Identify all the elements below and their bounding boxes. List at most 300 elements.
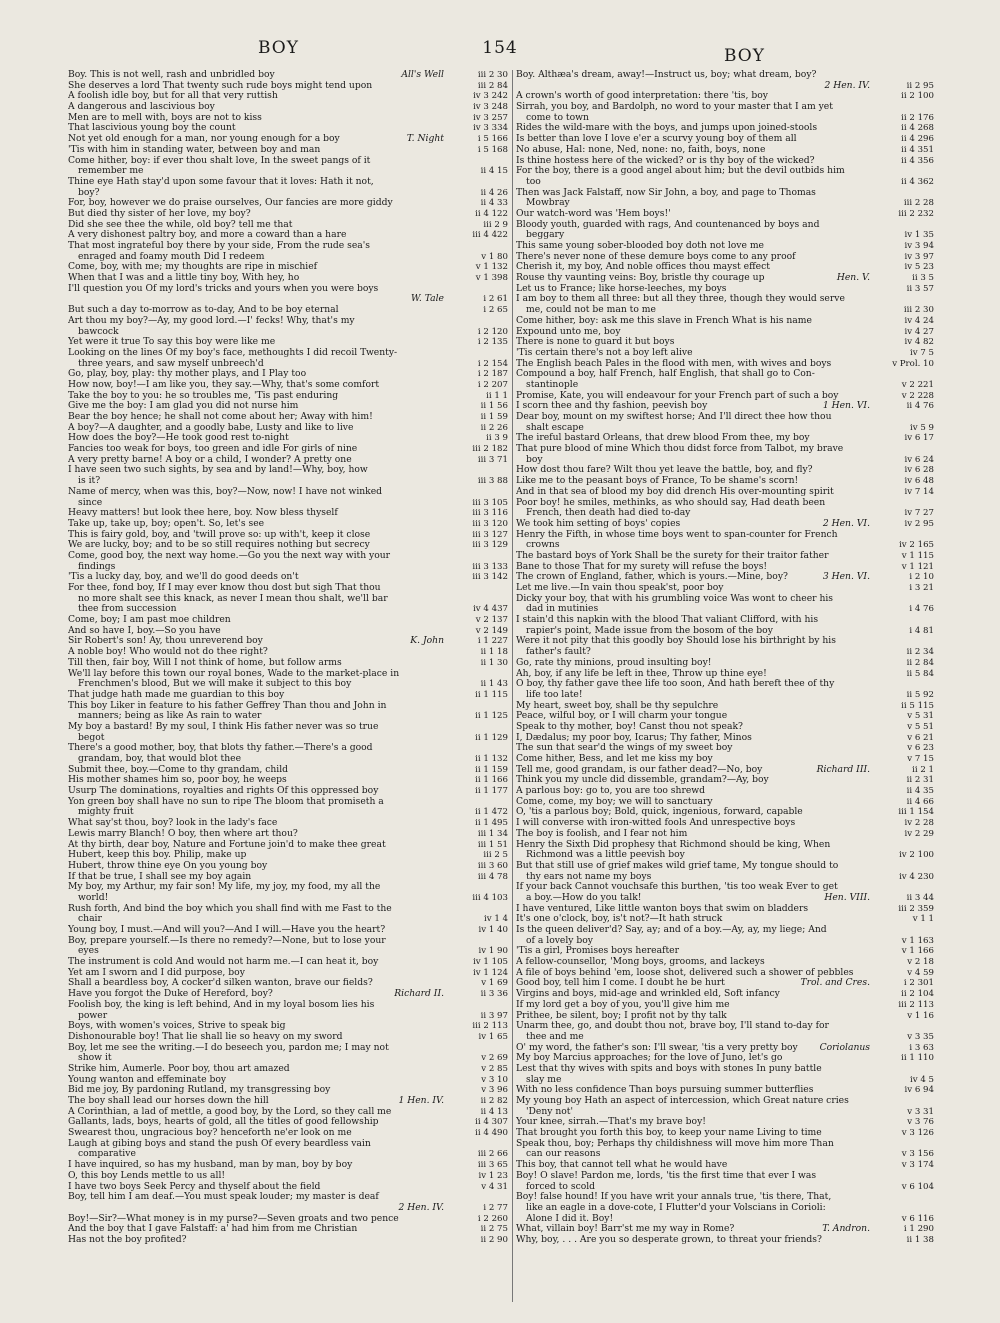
quotation-text: Take the boy to you: he so troubles me, 'Tis past enduring	[68, 390, 339, 401]
act-scene-line-ref: iii 3 116	[472, 508, 508, 519]
concordance-entry	[68, 1139, 508, 1150]
concordance-entry	[68, 508, 508, 519]
concordance-entry	[516, 1085, 934, 1096]
quotation-text: Young wanton and effeminate boy	[68, 1074, 227, 1085]
quotation-text: If that be true, I shall see my boy again	[68, 871, 252, 882]
concordance-entry	[516, 946, 934, 957]
quotation-text: Prithee, be silent, boy; I profit not by thy talk	[516, 1010, 727, 1021]
concordance-entry	[68, 1214, 508, 1225]
act-scene-line-ref: iv 6 24	[904, 454, 934, 465]
act-scene-line-ref: ii 1 56	[480, 401, 508, 412]
act-scene-line-ref: ii 3 44	[906, 892, 934, 903]
concordance-entry	[516, 230, 934, 241]
concordance-entry	[516, 1075, 934, 1086]
act-scene-line-ref: iv 5 9	[909, 422, 934, 433]
act-scene-line-ref: iv 2 165	[899, 540, 934, 551]
concordance-entry	[68, 936, 508, 947]
act-scene-line-ref: iv 4 230	[899, 871, 934, 882]
concordance-entry	[516, 786, 934, 797]
act-scene-line-ref: i 2 301	[903, 978, 934, 989]
concordance-entry	[516, 775, 934, 786]
act-scene-line-ref: i 1 290	[903, 1224, 934, 1235]
quotation-text: boy	[526, 454, 543, 465]
quotation-text: dad in mutinies	[526, 604, 599, 615]
quotation-text: Dicky your boy, that with his grumbling voice Was wont to cheer his	[516, 593, 834, 604]
quotation-text: Think you my uncle did dissemble, grandam?—Ay, boy	[516, 775, 769, 786]
concordance-entry	[516, 914, 934, 925]
act-scene-line-ref: ii 1 159	[475, 764, 508, 775]
act-scene-line-ref: iv 1 4	[483, 914, 508, 925]
act-scene-line-ref: iii 3 133	[472, 561, 508, 572]
concordance-entry	[68, 519, 508, 530]
act-scene-line-ref: iii 3 142	[472, 572, 508, 583]
act-scene-line-ref: iii 1 51	[477, 839, 508, 850]
concordance-entry	[516, 626, 934, 637]
quotation-text: three years, and saw myself unbreech'd	[78, 358, 264, 369]
concordance-entry	[516, 284, 934, 295]
concordance-entry	[516, 1043, 934, 1054]
concordance-entry	[68, 1064, 508, 1075]
play-title: K. John	[407, 636, 444, 647]
concordance-entry	[516, 904, 934, 915]
act-scene-line-ref: iii 2 9	[483, 219, 508, 230]
concordance-entry	[516, 476, 934, 487]
concordance-entry	[516, 241, 934, 252]
concordance-entry	[516, 1235, 934, 1246]
column-divider	[512, 70, 513, 1302]
concordance-entry	[516, 113, 934, 124]
concordance-entry	[68, 604, 508, 615]
act-scene-line-ref: ii 2 176	[901, 112, 934, 123]
quotation-text: thy ears not name my boys	[526, 871, 652, 882]
quotation-text: For the boy, there is a good angel about him; but the devil outbids him	[516, 166, 845, 177]
act-scene-line-ref: v 1 1	[912, 914, 934, 925]
act-scene-line-ref: ii 1 110	[901, 1053, 934, 1064]
act-scene-line-ref: iv 1 40	[478, 925, 508, 935]
act-scene-line-ref: i 1 227	[477, 636, 508, 647]
concordance-entry	[516, 1214, 934, 1225]
act-scene-line-ref: ii 3 5	[912, 273, 934, 284]
act-scene-line-ref: i 2 207	[477, 379, 508, 390]
concordance-entry	[516, 957, 934, 968]
quotation-text: Come hither, boy: ask me this slave in French What is his name	[516, 315, 812, 326]
concordance-entry	[68, 754, 508, 765]
act-scene-line-ref: iii 4 103	[472, 892, 508, 903]
concordance-entry	[68, 412, 508, 423]
act-scene-line-ref: ii 1 43	[480, 679, 508, 690]
concordance-entry	[68, 872, 508, 883]
quotation-text: We took him setting of boys' copies	[516, 518, 681, 529]
concordance-entry	[68, 1043, 508, 1054]
quotation-text: no more shalt see this knack, as never I mean thou shalt, we'll bar	[78, 593, 388, 604]
quotation-text: The sun that sear'd the wings of my sweet boy	[516, 743, 733, 754]
concordance-entry	[516, 70, 934, 81]
quotation-text: A crown's worth of good interpretation: there 'tis, boy	[516, 91, 768, 102]
concordance-entry	[516, 81, 934, 92]
quotation-text: It's one o'clock, boy, is't not?—It hath struck	[516, 914, 723, 925]
quotation-text: Come, come, my boy; we will to sanctuary	[516, 796, 713, 807]
concordance-entry	[516, 1021, 934, 1032]
act-scene-line-ref: v 1 398	[475, 273, 508, 284]
concordance-entry	[68, 690, 508, 701]
quotation-text: A boy?—A daughter, and a goodly babe, Lusty and like to live	[68, 422, 354, 433]
quotation-text: Why, boy, . . . Are you so desperate grown, to threat your friends?	[516, 1234, 822, 1245]
act-scene-line-ref: iii 2 66	[477, 1149, 508, 1160]
concordance-entry	[516, 262, 934, 273]
quotation-text: Let us to France; like horse-leeches, my boys	[516, 283, 727, 294]
quotation-text: For, boy, however we do praise ourselves, Our fancies are more giddy	[68, 198, 393, 209]
concordance-entry	[68, 647, 508, 658]
quotation-text: Go, play, boy, play: thy mother plays, and I Play too	[68, 369, 307, 380]
act-scene-line-ref: iv 3 257	[473, 112, 508, 123]
act-scene-line-ref: iii 1 154	[898, 807, 934, 818]
concordance-entry	[68, 209, 508, 220]
act-scene-line-ref: ii 4 296	[901, 134, 934, 145]
quotation-text: stantinople	[526, 379, 579, 390]
quotation-text: Come, boy, with me; my thoughts are ripe in mischief	[68, 262, 318, 273]
act-scene-line-ref: v 2 221	[901, 379, 934, 390]
act-scene-line-ref: v 1 132	[475, 262, 508, 273]
quotation-text: Come hither, boy: if ever thou shalt love, In the sweet pangs of it	[68, 155, 371, 166]
quotation-text: Like me to the peasant boys of France, To be shame's scorn!	[516, 476, 799, 487]
concordance-entry	[68, 198, 508, 209]
play-title: 2 Hen. IV.	[821, 81, 870, 92]
concordance-entry	[516, 872, 934, 883]
concordance-entry	[68, 81, 508, 92]
concordance-entry	[68, 369, 508, 380]
quotation-text: Cherish it, my boy, And noble offices thou mayst effect	[516, 262, 770, 273]
concordance-entry	[68, 1117, 508, 1128]
play-title: All's Well	[398, 70, 444, 81]
act-scene-line-ref: iii 2 182	[472, 444, 508, 455]
concordance-entry	[516, 722, 934, 733]
quotation-text: comparative	[78, 1149, 136, 1160]
quotation-text: Submit thee, boy.—Come to thy grandam, child	[68, 764, 289, 775]
concordance-entry	[68, 1224, 508, 1235]
quotation-text: That judge hath made me guardian to this boy	[68, 689, 285, 700]
act-scene-line-ref: v 6 23	[907, 743, 934, 754]
concordance-entry	[68, 423, 508, 434]
quotation-text: But that still use of grief makes wild grief tame, My tongue should to	[516, 860, 839, 871]
concordance-entry	[68, 1032, 508, 1043]
concordance-entry	[68, 1149, 508, 1160]
quotation-text: Is the queen deliver'd? Say, ay; and of a boy.—Ay, ay, my liege; And	[516, 925, 827, 935]
quotation-text: My boy Marcius approaches; for the love of Juno, let's go	[516, 1053, 783, 1064]
play-title: 2 Hen. IV.	[395, 1203, 444, 1214]
concordance-entry	[516, 647, 934, 658]
concordance-entry	[516, 978, 934, 989]
concordance-entry	[68, 1000, 508, 1011]
concordance-entry	[68, 134, 508, 145]
act-scene-line-ref: v 1 115	[901, 550, 934, 561]
concordance-entry	[516, 123, 934, 134]
concordance-entry	[68, 102, 508, 113]
quotation-text: Bid me joy, By pardoning Rutland, my transgressing boy	[68, 1085, 331, 1096]
quotation-text: findings	[78, 561, 116, 572]
concordance-entry	[516, 829, 934, 840]
concordance-entry	[516, 273, 934, 284]
quotation-text: Were it not pity that this goodly boy Should lose his birthright by his	[516, 636, 836, 647]
act-scene-line-ref: iii 3 88	[477, 476, 508, 487]
act-scene-line-ref: i 2 77	[483, 1202, 508, 1213]
quotation-text: But died thy sister of her love, my boy?	[68, 208, 251, 219]
concordance-entry	[516, 401, 934, 412]
quotation-text: Tell me, good grandam, is our father dead?—No, boy	[516, 764, 763, 775]
quotation-text: His mother shames him so, poor boy, he weeps	[68, 775, 287, 786]
quotation-text: I scorn thee and thy fashion, peevish boy	[516, 401, 708, 412]
quotation-text: A file of boys behind 'em, loose shot, delivered such a shower of pebbles	[516, 967, 854, 978]
act-scene-line-ref: iii 3 127	[472, 529, 508, 540]
act-scene-line-ref: ii 2 1	[912, 764, 934, 775]
act-scene-line-ref: ii 3 9	[486, 433, 508, 444]
concordance-entry	[68, 636, 508, 647]
act-scene-line-ref: iii 3 129	[472, 540, 508, 551]
concordance-entry	[516, 91, 934, 102]
act-scene-line-ref: iv 4 27	[904, 326, 934, 337]
quotation-text: This boy Liker in feature to his father Geffrey Than thou and John in	[68, 700, 387, 711]
act-scene-line-ref: ii 1 472	[475, 807, 508, 818]
concordance-entry	[516, 850, 934, 861]
concordance-entry	[68, 476, 508, 487]
play-title: 1 Hen. VI.	[820, 401, 870, 412]
concordance-entry	[516, 562, 934, 573]
concordance-entry	[516, 188, 934, 199]
quotation-text: I have ventured, Like little wanton boys that swim on bladders	[516, 903, 809, 914]
quotation-text: Have you forgot the Duke of Hereford, boy?	[68, 989, 273, 1000]
act-scene-line-ref: v 3 10	[481, 1074, 508, 1085]
quotation-text: can our reasons	[526, 1149, 601, 1160]
concordance-entry	[516, 412, 934, 423]
quotation-text: That brought you forth this boy, to keep your name Living to time	[516, 1128, 822, 1139]
quotation-text: 'Tis with him in standing water, between boy and man	[68, 144, 321, 155]
concordance-entry	[68, 743, 508, 754]
concordance-entry	[516, 615, 934, 626]
quotation-text: of a lovely boy	[526, 935, 593, 946]
play-title: Richard III.	[814, 765, 870, 776]
act-scene-line-ref: iv 1 35	[904, 230, 934, 241]
concordance-entry	[516, 861, 934, 872]
act-scene-line-ref: iv 7 5	[909, 347, 934, 358]
quotation-text: Mowbray	[526, 198, 570, 209]
quotation-text: My heart, sweet boy, shall be thy sepulchre	[516, 700, 719, 711]
quotation-text: Lewis marry Blanch! O boy, then where art thou?	[68, 828, 298, 839]
act-scene-line-ref: iv 1 65	[478, 1031, 508, 1042]
quotation-text: O boy, thy father gave thee life too soon, And hath bereft thee of thy	[516, 679, 835, 690]
quotation-text: Bear the boy hence; he shall not come about her; Away with him!	[68, 412, 373, 422]
quotation-text: I, Dædalus; my poor boy, Icarus; Thy father, Minos	[516, 732, 752, 743]
quotation-text: Boy, tell him I am deaf.—You must speak louder; my master is deaf	[68, 1192, 379, 1203]
act-scene-line-ref: iv 6 94	[904, 1085, 934, 1096]
concordance-entry	[68, 807, 508, 818]
act-scene-line-ref: v Prol. 10	[892, 358, 934, 369]
concordance-entry	[68, 123, 508, 134]
concordance-entry	[68, 733, 508, 744]
act-scene-line-ref: ii 4 356	[901, 155, 934, 166]
concordance-entry	[516, 636, 934, 647]
quotation-text: French, then death had died to-day	[526, 508, 691, 519]
act-scene-line-ref: iii 2 113	[898, 999, 934, 1010]
quotation-text: This is fairy gold, boy, and 'twill prove so: up with't, keep it close	[68, 529, 371, 540]
concordance-entry	[68, 1203, 508, 1214]
act-scene-line-ref: ii 2 26	[480, 422, 508, 433]
concordance-entry	[516, 690, 934, 701]
act-scene-line-ref: i 2 187	[477, 369, 508, 380]
concordance-entry	[516, 797, 934, 808]
quotation-text: Yet am I sworn and I did purpose, boy	[68, 967, 245, 978]
quotation-text: Unarm thee, go, and doubt thou not, brave boy, I'll stand to-day for	[516, 1021, 829, 1032]
concordance-entry	[68, 220, 508, 231]
act-scene-line-ref: v 6 104	[901, 1181, 934, 1192]
page-number: 154	[482, 38, 518, 58]
quotation-text: like an eagle in a dove-cote, I Flutter'd your Volscians in Corioli:	[526, 1202, 826, 1213]
concordance-entry	[516, 134, 934, 145]
act-scene-line-ref: ii 2 82	[480, 1096, 508, 1106]
concordance-entry	[516, 1149, 934, 1160]
act-scene-line-ref: ii 4 122	[475, 208, 508, 219]
quotation-text: At thy birth, dear boy, Nature and Fortune join'd to make thee great	[68, 839, 386, 850]
quotation-text: We are lucky, boy; and to be so still requires nothing but secrecy	[68, 540, 370, 551]
concordance-entry	[516, 327, 934, 338]
quotation-text: crowns	[526, 540, 560, 551]
quotation-text: come to town	[526, 112, 589, 123]
concordance-entry	[68, 241, 508, 252]
concordance-entry	[516, 455, 934, 466]
concordance-entry	[68, 572, 508, 583]
concordance-entry	[68, 177, 508, 188]
concordance-entry	[68, 989, 508, 1000]
concordance-entry	[68, 337, 508, 348]
act-scene-line-ref: iv 2 29	[904, 828, 934, 839]
quotation-text: father's fault?	[526, 647, 591, 658]
act-scene-line-ref: ii 4 76	[906, 401, 934, 412]
act-scene-line-ref: ii 4 66	[906, 796, 934, 807]
quotation-text: thee from succession	[78, 604, 177, 615]
quotation-text: manners; being as like As rain to water	[78, 711, 262, 722]
concordance-entry	[516, 658, 934, 669]
concordance-entry	[68, 711, 508, 722]
concordance-entry	[516, 936, 934, 947]
quotation-text: I have seen two such sights, by sea and by land!—Why, boy, how	[68, 465, 368, 476]
quotation-text: Gallants, lads, boys, hearts of gold, all the titles of good fellowship	[68, 1117, 379, 1128]
concordance-entry	[516, 220, 934, 231]
concordance-entry	[516, 166, 934, 177]
act-scene-line-ref: iii 2 30	[903, 305, 934, 316]
concordance-entry	[516, 487, 934, 498]
running-head-left: BOY	[258, 38, 299, 58]
concordance-entry	[68, 765, 508, 776]
concordance-entry	[516, 679, 934, 690]
act-scene-line-ref: ii 4 26	[480, 187, 508, 198]
quotation-text: Alone I did it. Boy!	[526, 1213, 614, 1224]
quotation-text: A foolish idle boy, but for all that very ruttish	[68, 91, 278, 102]
quotation-text: That most ingrateful boy there by your side, From the rude sea's	[68, 241, 371, 251]
act-scene-line-ref: iii 3 105	[472, 497, 508, 508]
concordance-entry	[68, 433, 508, 444]
quotation-text: I have inquired, so has my husband, man by man, boy by boy	[68, 1160, 353, 1171]
concordance-entry	[68, 594, 508, 605]
quotation-text: Henry the Sixth Did prophesy that Richmond should be king, When	[516, 839, 831, 850]
act-scene-line-ref: ii 2 31	[906, 775, 934, 786]
act-scene-line-ref: ii 4 362	[901, 176, 934, 187]
concordance-entry	[516, 1011, 934, 1022]
act-scene-line-ref: i 2 135	[477, 337, 508, 348]
concordance-entry	[516, 743, 934, 754]
act-scene-line-ref: ii 1 125	[475, 711, 508, 722]
quotation-text: Let me live.—In vain thou speak'st, poor boy	[516, 583, 724, 593]
quotation-text: Expound unto me, boy	[516, 326, 621, 337]
act-scene-line-ref: ii 1 132	[475, 754, 508, 764]
quotation-text: Swearest thou, ungracious boy? henceforth ne'er look on me	[68, 1128, 352, 1139]
quotation-text: This same young sober-blooded boy doth not love me	[516, 241, 764, 251]
concordance-entry	[68, 498, 508, 509]
play-title: 3 Hen. VI.	[820, 572, 870, 583]
act-scene-line-ref: iv 4 82	[904, 337, 934, 348]
quotation-text: eyes	[78, 946, 99, 957]
act-scene-line-ref: ii 4 13	[480, 1106, 508, 1117]
quotation-text: O, 'tis a parlous boy; Bold, quick, ingenious, forward, capable	[516, 807, 803, 818]
concordance-entry	[68, 562, 508, 573]
act-scene-line-ref: iv 6 28	[904, 465, 934, 476]
concordance-entry	[68, 252, 508, 263]
concordance-entry	[516, 1107, 934, 1118]
concordance-entry	[516, 508, 934, 519]
play-title: 2 Hen. VI.	[820, 519, 870, 530]
quotation-text: And the boy that I gave Falstaff: a' had him from me Christian	[68, 1224, 358, 1235]
act-scene-line-ref: ii 4 35	[906, 786, 934, 797]
act-scene-line-ref: iv 5 23	[904, 262, 934, 273]
quotation-text: Boy! false hound! If you have writ your annals true, 'tis there, That,	[516, 1192, 832, 1203]
concordance-entry	[68, 188, 508, 199]
quotation-text: Usurp The dominations, royalties and rights Of this oppressed boy	[68, 786, 379, 797]
quotation-text: Yet were it true To say this boy were like me	[68, 337, 276, 348]
concordance-entry	[68, 156, 508, 167]
quotation-text: When that I was and a little tiny boy, With hey, ho	[68, 273, 300, 284]
concordance-entry	[68, 1096, 508, 1107]
act-scene-line-ref: ii 1 177	[475, 786, 508, 797]
concordance-entry	[68, 722, 508, 733]
quotation-text: world!	[78, 892, 109, 903]
act-scene-line-ref: v 3 126	[901, 1128, 934, 1139]
quotation-text: If your back Cannot vouchsafe this burthen, 'tis too weak Ever to get	[516, 882, 838, 893]
concordance-entry	[516, 893, 934, 904]
concordance-entry	[68, 551, 508, 562]
quotation-text: And in that sea of blood my boy did drench His over-mounting spirit	[516, 486, 834, 497]
quotation-text: Strike him, Aumerle. Poor boy, thou art amazed	[68, 1063, 290, 1074]
act-scene-line-ref: ii 2 34	[906, 647, 934, 658]
concordance-entry	[68, 1160, 508, 1171]
act-scene-line-ref: iv 1 124	[473, 967, 508, 978]
quotation-text: My boy, my Arthur, my fair son! My life, my joy, my food, my all the	[68, 882, 381, 893]
concordance-entry	[516, 765, 934, 776]
quotation-text: Give me the boy: I am glad you did not nurse him	[68, 401, 299, 412]
quotation-text: I have two boys Seek Percy and thyself about the field	[68, 1181, 321, 1192]
quotation-text: Speak thou, boy; Perhaps thy childishness will move him more Than	[516, 1138, 834, 1149]
quotation-text: Come, boy; I am past moe children	[68, 615, 231, 626]
concordance-entry	[68, 1011, 508, 1022]
concordance-entry	[68, 316, 508, 327]
act-scene-line-ref: ii 1 166	[475, 775, 508, 786]
concordance-entry	[68, 401, 508, 412]
right-column	[516, 70, 934, 1246]
quotation-text: Did she see thee the while, old boy? tell me that	[68, 219, 293, 230]
quotation-text: A dangerous and lascivious boy	[68, 102, 215, 113]
concordance-entry	[68, 669, 508, 680]
quotation-text: 'Tis a lucky day, boy, and we'll do good deeds on't	[68, 572, 299, 583]
act-scene-line-ref: v 1 121	[901, 561, 934, 572]
concordance-entry	[68, 1192, 508, 1203]
act-scene-line-ref: v 5 31	[907, 711, 934, 722]
act-scene-line-ref: ii 1 495	[475, 818, 508, 829]
